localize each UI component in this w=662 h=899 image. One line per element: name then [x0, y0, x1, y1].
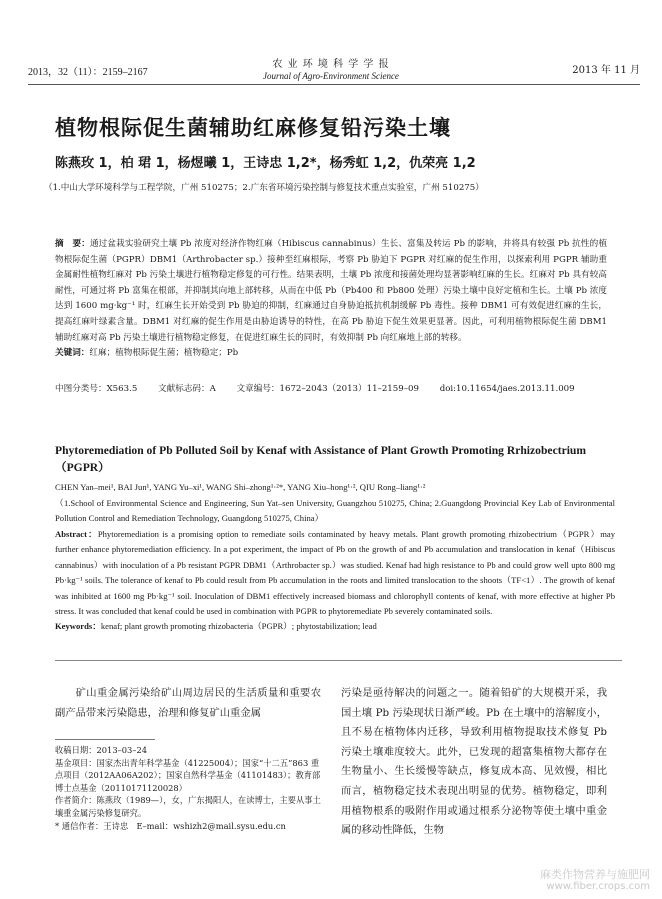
abstract-label: 摘 要： [55, 239, 90, 249]
footnotes [55, 744, 323, 832]
clc-number: 中图分类号：X563.5 [55, 384, 138, 394]
english-authors: CHEN Yan–mei¹, BAI Jun¹, YANG Yu–xi¹, WANG Shi–zhong¹·²*, YANG Xiu–hong¹·², QIU Rong–liang¹·² [55, 482, 426, 492]
issue-date: 2013 年 11 月 [572, 65, 640, 76]
header-rule [28, 84, 640, 85]
watermark-url: www.fiber.crops.com [546, 881, 650, 892]
affiliations: （1.中山大学环境科学与工程学院，广州 510275；2.广东省环境污染控制与修复技术重点实验室，广州 510275） [44, 183, 484, 193]
english-keywords: kenaf; plant growth promoting rhizobacteria（PGPR）; phytostabilization; lead [100, 621, 377, 632]
document-code: 文献标志码：A [158, 384, 216, 394]
section-rule [55, 660, 622, 661]
keywords-label: 关键词： [55, 348, 90, 359]
body-right-column: 污染是亟待解决的问题之一。随着铅矿的大规模开采，我国土壤 Pb 污染现状日渐严峻。Pb 在土壤中的溶解度小，且不易在植物体内迁移，导致利用植物提取技术修复 Pb 污染土壤难度较大。此外，已发现的超富集植物大都存在生物量小、生长缓慢等缺点，修复成本高、见效慢，相比而言，植物稳定技术表现出明显的优势。植物稳定，即利用植物根系的吸附作用或通过根系分泌物等使土壤中重金属的移动性降低，生物 [341, 687, 607, 837]
citation: 2013，32（11）：2159–2167 [28, 67, 148, 78]
keywords-cn: 红麻；植物根际促生菌；植物稳定；Pb [89, 348, 239, 359]
funding: 基金项目：国家杰出青年科学基金（41225004）；国家“十二五”863 重点项目（2012AA06A202）；国家自然科学基金（41101483）；教育部博士点基金（20110171120028） [55, 757, 321, 793]
correspondence: * 通信作者：王诗忠 E–mail：wshizh2@mail.sysu.edu.cn [55, 820, 286, 831]
footnote-rule [55, 739, 155, 740]
english-affiliation: （1.School of Environmental Science and Engineering, Sun Yat–sen University, Guangzhou 510275, China; 2.Guangdong Provincial Key Lab of Environmental Pollution Control and Remediation Technology, Guangdong 510275, China） [55, 498, 615, 524]
doi: doi:10.11654/jaes.2013.11.009 [439, 384, 575, 394]
journal-name-cn: 农 业 环 境 科 学 学 报 [272, 59, 390, 70]
english-title: Phytoremediation of Pb Polluted Soil by Kenaf with Assistance of Plant Growth Promoting Rrhizobectrium（PGPR） [55, 444, 587, 474]
watermark-cn: 麻类作物营养与施肥网 [540, 868, 650, 881]
abstract-cn [55, 237, 607, 362]
body-left-column: 矿山重金属污染给矿山周边居民的生活质量和重要农副产品带来污染隐患，治理和修复矿山重金属 [55, 687, 321, 719]
author-bio: 作者简介：陈燕玫（1989—），女，广东揭阳人，在读博士，主要从事土壤重金属污染修复研究。 [55, 795, 321, 818]
english-abstract-label: Abstract： [55, 529, 98, 539]
english-keywords-label: Keywords： [55, 621, 101, 632]
english-abstract [55, 527, 615, 635]
abstract-text: 通过盆栽实验研究土壤 Pb 浓度对经济作物红麻（Hibiscus cannabinus）生长、富集及转运 Pb 的影响，并将具有较强 Pb 抗性的植物根际促生菌（PGPR）DBM1（Arthrobacter sp.）接种至红麻根际，考察 Pb 胁迫下 PGPR 对红麻的促生作用，以探索利用 PGPR 辅助重金属耐性植物红麻对 Pb 污染土壤进行植物稳定修复的可行性。结果表明，土壤 Pb 浓度和接菌处理均显著影响红麻的生长。红麻对 Pb 具有较高耐性，可通过将 Pb 富集在根部，并抑制其向地上部转移，从而在中低 Pb（Pb400 和 Pb800 处理）污染土壤中良好定植和生长。土壤 Pb 浓度达到 1600 mg·kg⁻¹ 时，红麻生长开始受到 Pb 胁迫的抑制，红麻通过自身胁迫抵抗机制缓解 Pb 毒性。接种 DBM1 可有效促进红麻的生长，提高红麻叶绿素含量。DBM1 对红麻的促生作用是由胁迫诱导的特性，在高 Pb 胁迫下促生效果更显著。因此，可利用植物根际促生菌 DBM1 辅助红麻对高 Pb 污染土壤进行植物稳定修复，在促进红麻生长的同时，有效抑制 Pb 向红麻地上部的转移。 [55, 239, 607, 343]
english-abstract-text: Phytoremediation is a promising option to remediate soils contaminated by heavy metals. Plant growth promoting rhizobectrium（PGPR）may further enhance phytoremediation efficiency. In a pot experiment, the impact of Pb on the growth of and Pb accumulation and translocation in kenaf（Hibiscus cannabinus）with inoculation of a Pb resistant PGPR DBM1（Arthrobacter sp.）was studied. Kenaf had high resistance to Pb and could grow well upto 800 mg Pb·kg⁻¹ soils. The tolerance of kenaf to Pb could result from Pb accumulation in the roots and limited translocation to the shoots（TF<1）. The growth of kenaf was inhibited at 1600 mg Pb·kg⁻¹ soil. Inoculation of DBM1 effectively increased biomass and chlorophyll contents of kenaf, with more effective at higher Pb stress. It was concluded that kenaf could be used in combination with PGPR to phytoremediate Pb severely contaminated soils. [55, 529, 615, 617]
paper-title: 植物根际促生菌辅助红麻修复铅污染土壤 [55, 116, 451, 140]
authors: 陈燕玫 1，柏 珺 1，杨煜曦 1，王诗忠 1,2*，杨秀虹 1,2，仇荣亮 1,2 [55, 156, 476, 171]
article-number: 文章编号：1672–2043（2013）11–2159–09 [236, 384, 419, 394]
received-date: 收稿日期：2013–03–24 [55, 745, 148, 755]
journal-name-en: Journal of Agro-Environment Science [263, 71, 399, 81]
article-meta [55, 382, 615, 398]
